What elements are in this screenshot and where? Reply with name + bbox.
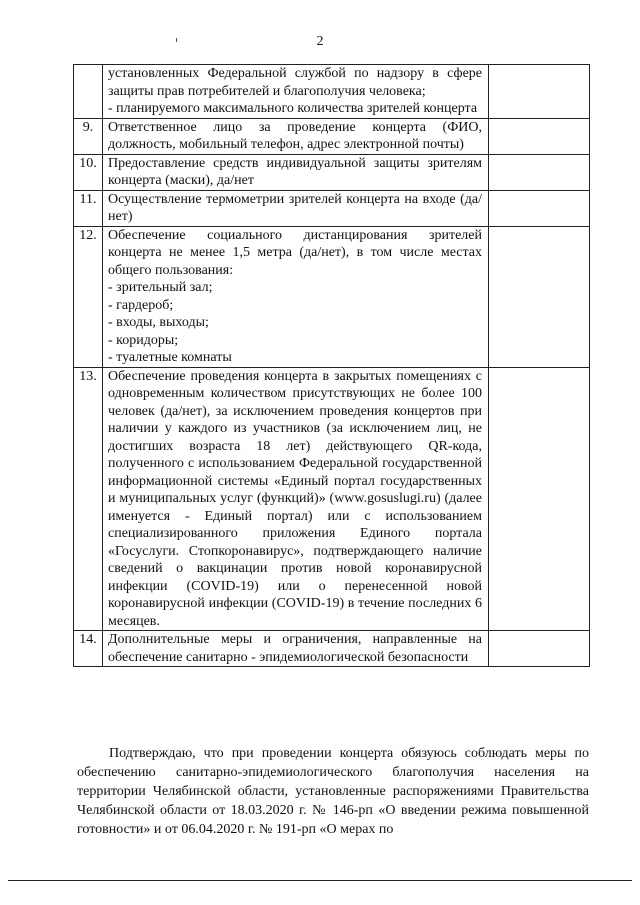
requirements-table	[73, 64, 590, 667]
row-text-line: - гардероб;	[108, 297, 174, 313]
table-row	[74, 118, 590, 154]
row-description	[103, 154, 489, 190]
page-number: 2	[316, 34, 324, 49]
table-row	[74, 190, 590, 226]
row-description	[103, 190, 489, 226]
row-description	[103, 226, 489, 367]
table-row	[74, 226, 590, 367]
row-text-line: - планируемого максимального количества зрителей концерта	[108, 101, 478, 116]
row-answer-cell[interactable]	[489, 118, 590, 154]
row-text-line: - входы, выходы;	[108, 315, 209, 330]
confirmation-paragraph: Подтверждаю, что при проведении концерта обязуюсь соблюдать меры по обеспечению санитарно-эпидемиологического благополучия населения на территории Челябинской области, установленные распоряжениями Правительства Челябинской области от 18.03.2020 г. № 146-рп «О введении режима повышенной готовности» и от 06.04.2020 г. № 191-рп «О мерах по	[77, 746, 589, 837]
row-number: 9.	[74, 118, 103, 154]
row-number: 12.	[74, 226, 103, 367]
row-number: 10.	[74, 154, 103, 190]
table-row	[74, 367, 590, 631]
row-text-line: - зрительный зал;	[108, 280, 213, 295]
row-number: 14.	[74, 631, 103, 667]
row-answer-cell[interactable]	[489, 367, 590, 631]
row-answer-cell[interactable]	[489, 226, 590, 367]
row-text-line: - туалетные комнаты	[108, 350, 232, 365]
scan-mark	[176, 38, 177, 42]
footer-rule	[8, 880, 632, 881]
row-description	[103, 118, 489, 154]
row-description	[103, 631, 489, 667]
row-text-line: - коридоры;	[108, 332, 179, 348]
row-text-line: Ответственное лицо за проведение концерта (ФИО, должность, мобильный телефон, адрес электронной почты)	[108, 119, 482, 152]
row-text-line: Осуществление термометрии зрителей концерта на входе (да/нет)	[108, 191, 482, 224]
row-text-line: установленных Федеральной службой по надзору в сфере защиты прав потребителей и благополучия человека;	[108, 66, 482, 99]
row-answer-cell[interactable]	[489, 631, 590, 667]
row-text-line: Предоставление средств индивидуальной защиты зрителям концерта (маски), да/нет	[108, 155, 482, 188]
table-row	[74, 631, 590, 667]
row-text-line: Дополнительные меры и ограничения, направленные на обеспечение санитарно - эпидемиологической безопасности	[108, 632, 482, 665]
row-description	[103, 65, 489, 119]
row-text-line: Обеспечение социального дистанцирования зрителей концерта не менее 1,5 метра (да/нет), в том числе местах общего пользования:	[108, 227, 482, 278]
row-answer-cell[interactable]	[489, 65, 590, 119]
table-row	[74, 154, 590, 190]
row-description	[103, 367, 489, 631]
row-number: 11.	[74, 190, 103, 226]
table-row	[74, 65, 590, 119]
requirements-table-body	[74, 65, 590, 667]
row-answer-cell[interactable]	[489, 190, 590, 226]
row-text-line: Обеспечение проведения концерта в закрытых помещениях с одновременным количеством присутствующих не более 100 человек (да/нет), за исключением проведения концертов при наличии у каждого из участников (за исключением лиц, не достигших возраста 18 лет) действующего QR-кода, полученного с использованием Федеральной государственной информационной системы «Единый портал государственных и муниципальных услуг (функций)» (www.gosuslugi.ru) (далее именуется - Единый портал) или с использованием специализированного приложения Единого портала «Госуслуги. Стопкоронавирус», подтверждающего наличие сведений о вакцинации против новой коронавирусной инфекции (COVID-19) или о перенесенной новой коронавирусной инфекции (COVID-19) в течение последних 6 месяцев.	[108, 368, 482, 629]
row-answer-cell[interactable]	[489, 154, 590, 190]
row-number: 13.	[74, 367, 103, 631]
row-number	[74, 65, 103, 119]
